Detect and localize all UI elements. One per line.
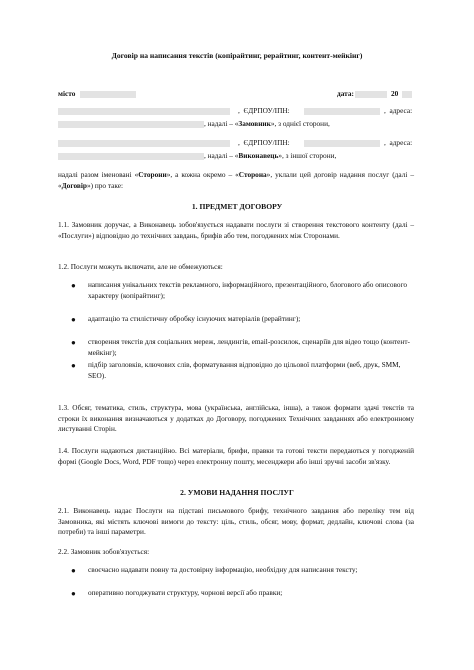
contractor-address-label: , адреса: bbox=[384, 138, 413, 147]
date-label: дата: bbox=[337, 89, 354, 98]
clause-1-4: 1.4. Послуги надаються дистанційно. Всі матеріали, брифи, правки та готові тексти передаються у погодженій формі (Google Docs, Word, PDF тощо) через електронну пошту, месенджери або інші зручні засоби зв'язку. bbox=[58, 446, 414, 466]
contractor-address-field[interactable] bbox=[58, 153, 204, 160]
clause-1-1: 1.1. Замовник доручає, а Виконавець зобов'язується надавати послуги зі створення текстового контенту (далі – «Послуги») відповідно до технічних завдань, брифів або тем, погоджених між Сторонами. bbox=[58, 220, 414, 240]
contractor-role-line: , надалі – «Виконавець», з іншої сторони, bbox=[204, 151, 337, 160]
customer-address-label: , адреса: bbox=[384, 106, 413, 115]
section-2-heading: 2. УМОВИ НАДАННЯ ПОСЛУГ bbox=[180, 488, 294, 497]
bullet-icon: ● bbox=[71, 361, 76, 370]
document-page: Договір на написання текстів (копірайтинг, рерайтинг, контент-мейкінг) місто дата: 20 , ЄДРПОУ/ІПН: , адреса: , надалі – «Замовник», з однієї сторони, , ЄДРПОУ/ІПН: , адреса: , надалі – «Виконавець», з іншої сторони, надалі разом іменовані «Сторони», а кожна окремо – «Сторона», уклали цей договір надання послуг (далі – «Договір») про таке: 1. ПРЕДМЕТ ДОГОВОРУ 1.1. Замовник доручає, а Виконавець зобов'язується надавати послуги зі створення текстового контенту (далі – «Послуги») відповідно до технічних завдань, брифів або тем, погоджених між Сторонами. 1.2. Послуги можуть включати, але не обмежуються: ● написання унікальних текстів рекламного, інформаційного, презентаційного, блогового або описового характеру (копірайтинг); ● адаптацію та стилістичну обробку існуючих матеріалів (рерайтинг); ● створення текстів для соціальних мереж, лендингів, email-розсилок, сценаріїв для відео тощо (контент-мейкінг); ● підбір заголовків, ключових слів, форматування відповідно до цільової платформи (веб, друк, SMM, SEO). 1.3. Обсяг, тематика, стиль, структура, мова (українська, англійська, інша), а також формати здачі текстів та строки їх виконання визначаються у додатках до Договору, погоджених Технічних завданнях або електронному листуванні Сторін. 1.4. Послуги надаються дистанційно. Всі матеріали, брифи, правки та готові тексти передаються у погодженій формі (Google Docs, Word, PDF тощо) через електронну пошту, месенджери або інші зручні засоби зв'язку. 2. УМОВИ НАДАННЯ ПОСЛУГ 2.1. Виконавець надає Послуги на підставі письмового брифу, технічного завдання або переліку тем від Замовника, які містять ключові вимоги до тексту: ціль, стиль, обсяг, мову, формат, дедлайн, ключові слова (за потреби) та інші параметри. 2.2. Замовник зобов'язується: ● своєчасно надавати повну та достовірну інформацію, необхідну для написання тексту; ● оперативно погоджувати структуру, чорнові версії або правки; bbox=[0, 0, 474, 670]
bullet-icon: ● bbox=[71, 338, 76, 347]
contractor-edrpou-label: , ЄДРПОУ/ІПН: bbox=[238, 138, 290, 147]
clause-2-2: 2.2. Замовник зобов'язується: bbox=[58, 547, 150, 556]
customer-edrpou-field[interactable] bbox=[304, 108, 380, 115]
contractor-edrpou-field[interactable] bbox=[304, 140, 380, 147]
clause-2-1: 2.1. Виконавець надає Послуги на підставі письмового брифу, технічного завдання або переліку тем від Замовника, які містять ключові вимоги до тексту: ціль, стиль, обсяг, мову, формат, дедлайн, ключові слова (за потреби) та інші параметри. bbox=[58, 506, 414, 537]
bullet-icon: ● bbox=[71, 281, 76, 290]
customer-edrpou-label: , ЄДРПОУ/ІПН: bbox=[238, 106, 290, 115]
clause-1-3: 1.3. Обсяг, тематика, стиль, структура, мова (українська, англійська, інша), а також формати здачі текстів та строки їх виконання визначаються у додатках до Договору, погоджених Технічних завданнях або електронному листуванні Сторін. bbox=[58, 403, 414, 434]
city-label: місто bbox=[58, 89, 76, 98]
document-title: Договір на написання текстів (копірайтинг, рерайтинг, контент-мейкінг) bbox=[111, 51, 363, 60]
bullet-icon: ● bbox=[71, 315, 76, 324]
customer-name-field[interactable] bbox=[58, 108, 230, 115]
customer-role-line: , надалі – «Замовник», з однієї сторони, bbox=[204, 119, 330, 128]
customer-address-field[interactable] bbox=[58, 121, 204, 128]
date-year-field[interactable] bbox=[402, 91, 412, 98]
date-field[interactable] bbox=[355, 91, 387, 98]
city-field[interactable] bbox=[80, 91, 136, 98]
date-year-prefix: 20 bbox=[391, 89, 399, 98]
bullet-icon: ● bbox=[71, 589, 76, 598]
section-1-heading: 1. ПРЕДМЕТ ДОГОВОРУ bbox=[191, 202, 283, 211]
contractor-name-field[interactable] bbox=[58, 140, 230, 147]
bullet-icon: ● bbox=[71, 566, 76, 575]
clause-1-2: 1.2. Послуги можуть включати, але не обмежуються: bbox=[58, 262, 223, 271]
preamble-paragraph: надалі разом іменовані «Сторони», а кожна окремо – «Сторона», уклали цей договір надання послуг (далі – «Договір») про таке: bbox=[58, 170, 414, 190]
